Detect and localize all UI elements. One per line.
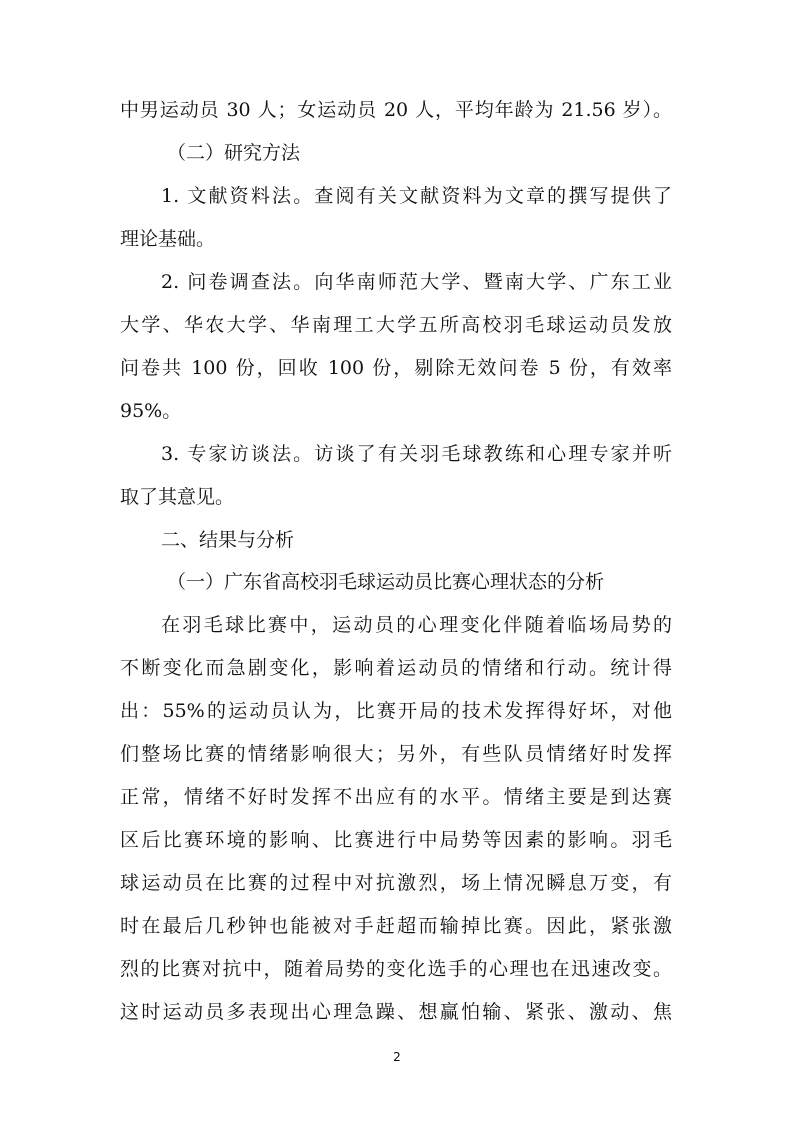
section-heading: 二、结果与分析 <box>161 529 295 551</box>
text-line: 区后比赛环境的影响、比赛进行中局势等因素的影响。羽毛 <box>120 829 672 851</box>
section-heading: （二）研究方法 <box>167 142 301 164</box>
text-line: 们整场比赛的情绪影响很大；另外，有些队员情绪好时发挥 <box>120 743 672 765</box>
text-line: 这时运动员多表现出心理急躁、想赢怕输、紧张、激动、焦 <box>120 1001 672 1023</box>
text-line: 烈的比赛对抗中，随着局势的变化选手的心理也在迅速改变。 <box>120 958 672 980</box>
text-line: 问卷共 100 份，回收 100 份，剔除无效问卷 5 份，有效率 <box>120 357 672 379</box>
text-line: 在羽毛球比赛中，运动员的心理变化伴随着临场局势的 <box>161 614 672 636</box>
text-line: 95%。 <box>120 400 182 422</box>
text-line: 不断变化而急剧变化，影响着运动员的情绪和行动。统计得 <box>120 657 672 679</box>
text-line: 理论基础。 <box>120 228 216 250</box>
text-line: 球运动员在比赛的过程中对抗激烈，场上情况瞬息万变，有 <box>120 872 672 894</box>
text-line: 1. 文献资料法。查阅有关文献资料为文章的撰写提供了 <box>161 185 672 207</box>
text-line: 时在最后几秒钟也能被对手赶超而输掉比赛。因此，紧张激 <box>120 915 672 937</box>
text-line: 中男运动员 30 人；女运动员 20 人，平均年龄为 21.56 岁）。 <box>120 99 672 121</box>
text-line: 大学、华农大学、华南理工大学五所高校羽毛球运动员发放 <box>120 314 672 336</box>
text-line: 3. 专家访谈法。访谈了有关羽毛球教练和心理专家并听 <box>161 443 672 465</box>
text-line: 正常，情绪不好时发挥不出应有的水平。情绪主要是到达赛 <box>120 786 672 808</box>
text-line: 取了其意见。 <box>120 486 235 508</box>
text-line: 出：55%的运动员认为，比赛开局的技术发挥得好坏，对他 <box>120 700 672 722</box>
page-number: 2 <box>393 1050 401 1064</box>
subsection-heading: （一）广东省高校羽毛球运动员比赛心理状态的分析 <box>167 571 605 593</box>
text-line: 2. 问卷调查法。向华南师范大学、暨南大学、广东工业 <box>161 271 672 293</box>
